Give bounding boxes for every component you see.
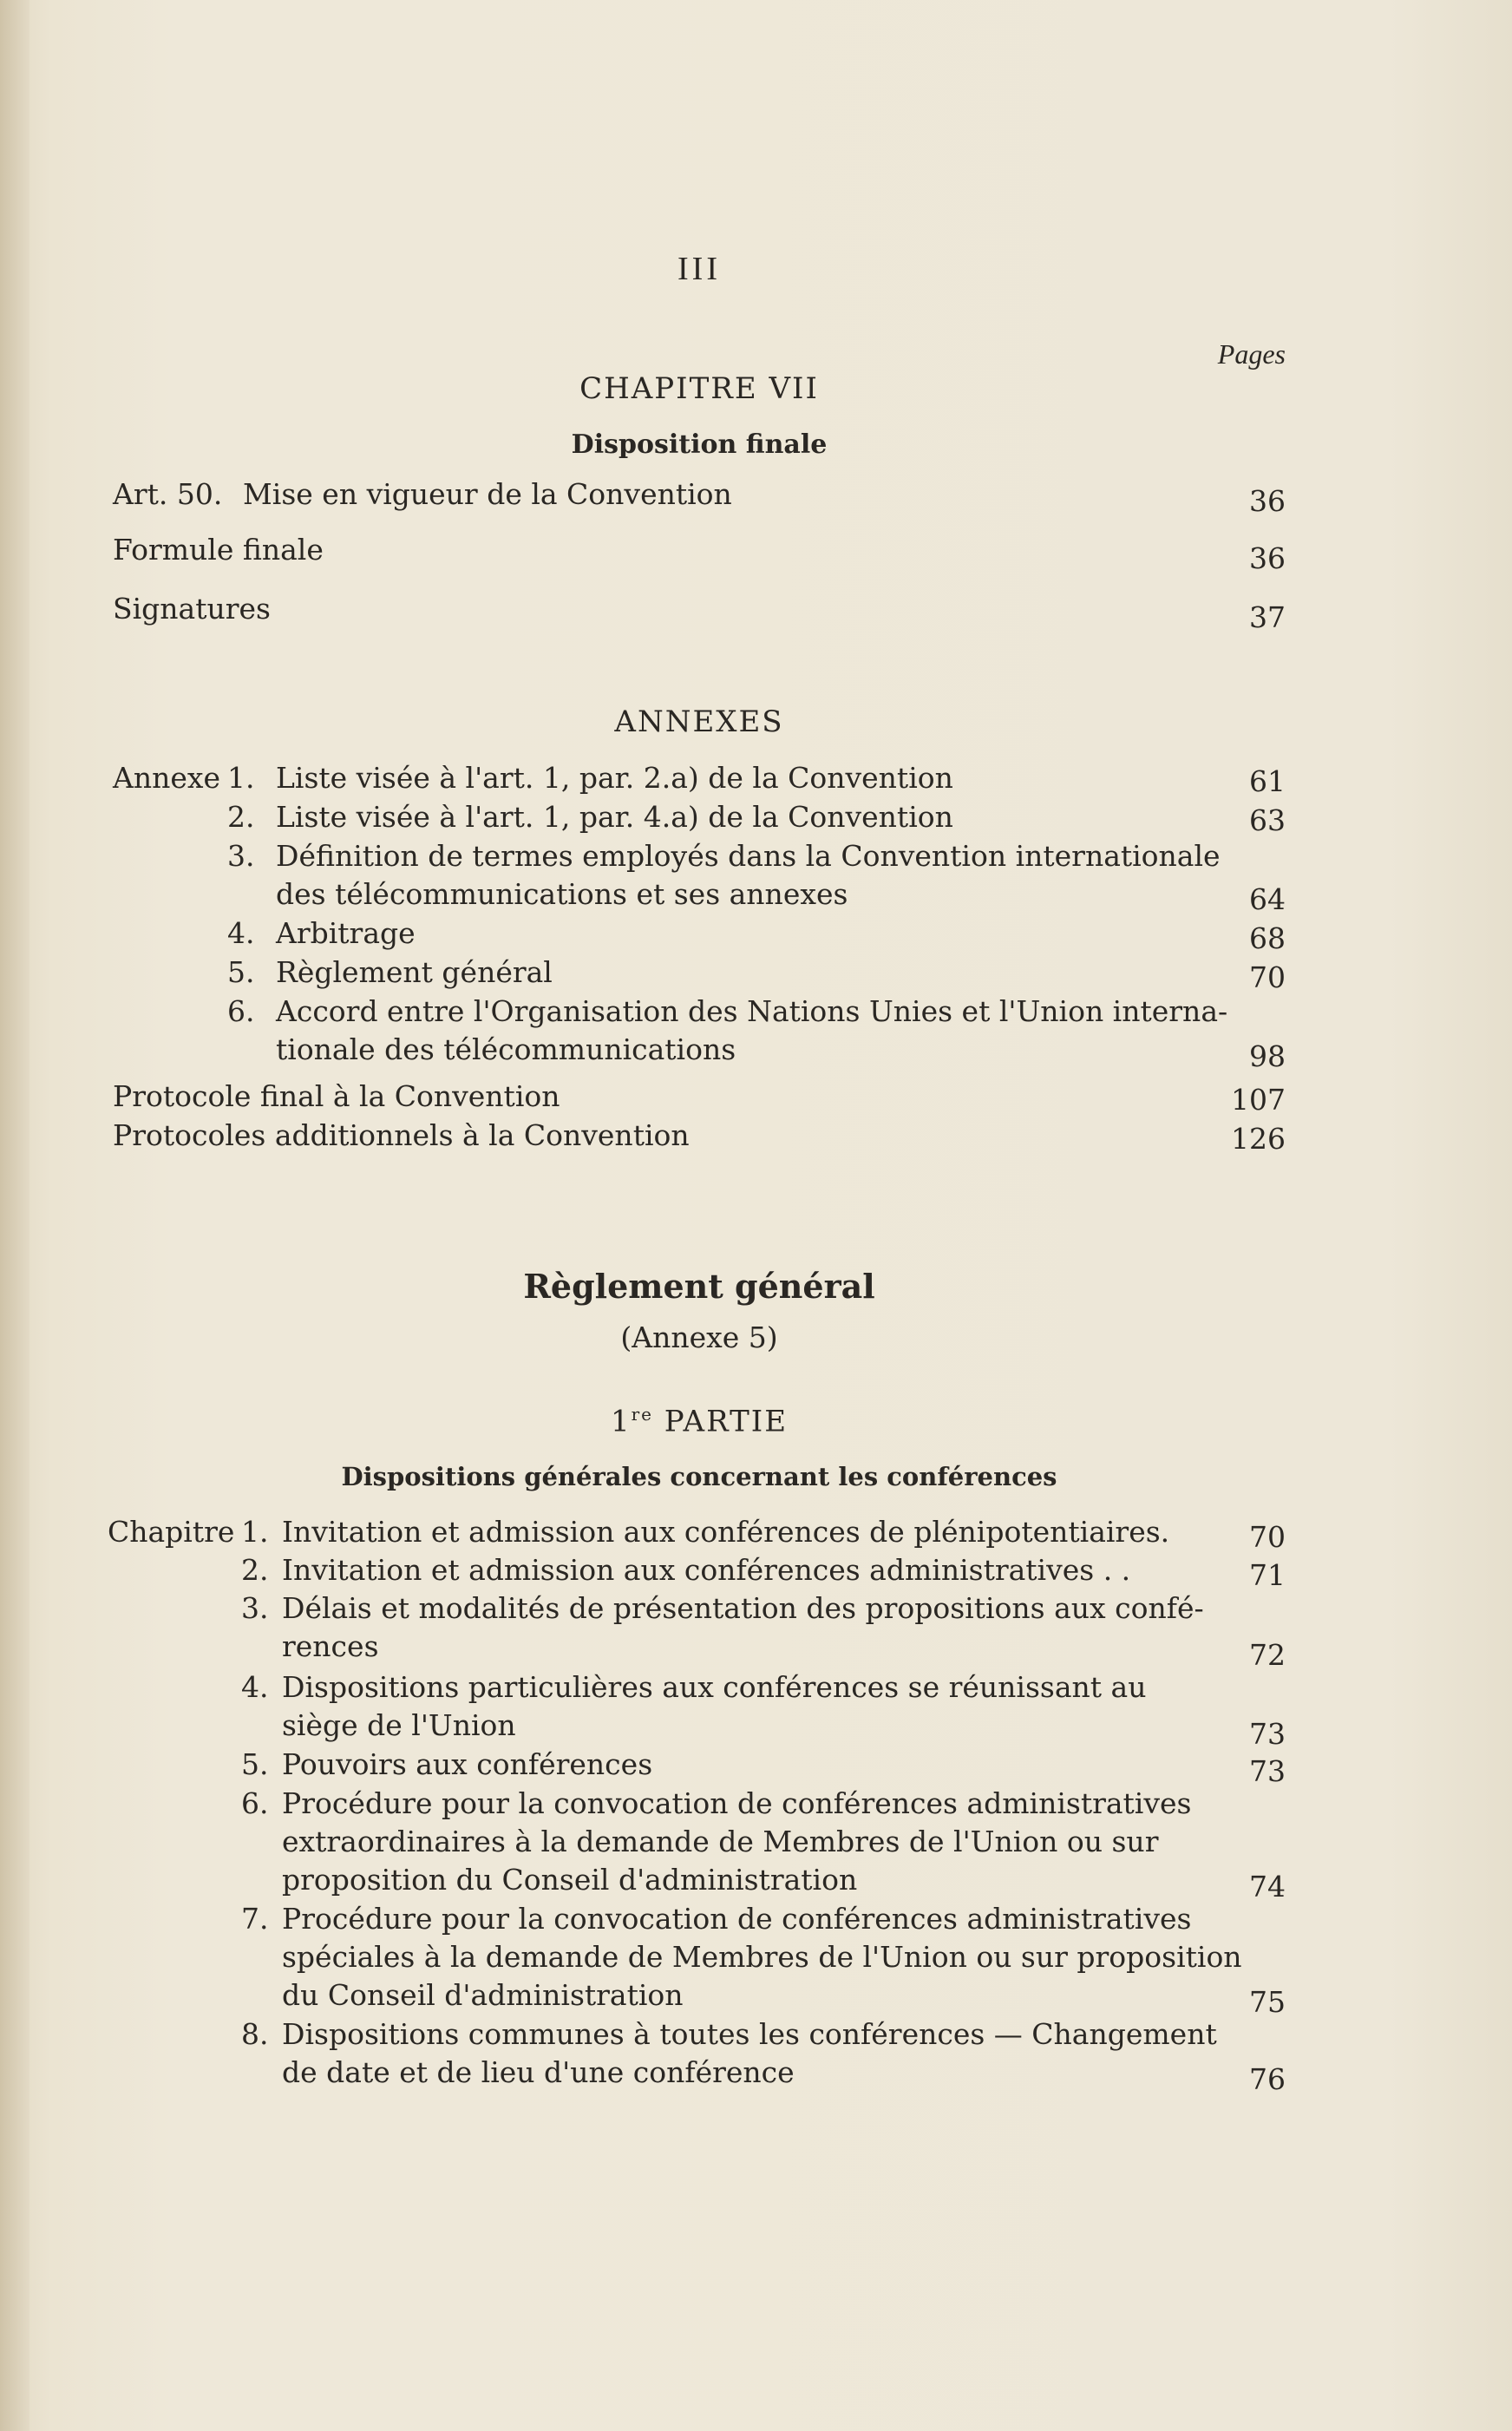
entry-page: 107 bbox=[1231, 1083, 1286, 1117]
dot-leader bbox=[866, 1861, 1199, 1899]
entry-text: du Conseil d'administration bbox=[282, 1978, 684, 2012]
entry-number: 4. bbox=[241, 1670, 269, 1704]
entry-text-wrap bbox=[276, 875, 1199, 914]
entry-number: 5. bbox=[227, 955, 255, 989]
entry-page: 64 bbox=[1249, 882, 1286, 916]
entry-text-wrap bbox=[276, 914, 1199, 953]
dot-leader bbox=[803, 2054, 1199, 2092]
entry-text-line: Définition de termes employés dans la Convention internationale bbox=[276, 839, 1221, 873]
entry-text-wrap bbox=[243, 475, 1199, 514]
entry-number: 6. bbox=[241, 1786, 269, 1820]
entry-text: tionale des télécommunications bbox=[276, 1032, 736, 1066]
entry-text: Arbitrage bbox=[276, 916, 416, 950]
entry-text-wrap bbox=[282, 1513, 1225, 1551]
entry-page: 70 bbox=[1249, 960, 1286, 994]
entry-number: 4. bbox=[227, 916, 255, 950]
entry-page: 73 bbox=[1249, 1717, 1286, 1751]
entry-page: 74 bbox=[1249, 1870, 1286, 1904]
dot-leader bbox=[525, 1707, 1199, 1745]
entry-prefix: Chapitre bbox=[108, 1515, 235, 1549]
entry-page: 36 bbox=[1249, 484, 1286, 518]
entry-number: 8. bbox=[241, 2017, 269, 2051]
entry-text-wrap bbox=[276, 1031, 1199, 1069]
entry-number: 7. bbox=[241, 1902, 269, 1936]
pages-column-label: Pages bbox=[1217, 338, 1286, 370]
reglement-title: Règlement général bbox=[523, 1267, 875, 1306]
entry-text-wrap bbox=[282, 1976, 1199, 2015]
entry-text: Invitation et admission aux conférences administratives . . bbox=[282, 1553, 1131, 1587]
entry-text: de date et de lieu d'une conférence bbox=[282, 2055, 795, 2089]
part-title bbox=[113, 1404, 1286, 1438]
entry-text-line: Délais et modalités de présentation des propositions aux confé- bbox=[282, 1591, 1204, 1625]
entry-text-wrap bbox=[113, 1078, 1199, 1116]
dot-leader bbox=[561, 953, 1199, 992]
dot-leader bbox=[856, 875, 1199, 914]
entry-number: 2. bbox=[241, 1553, 269, 1587]
entry-text: Mise en vigueur de la Convention bbox=[243, 477, 732, 511]
dot-leader bbox=[424, 914, 1199, 953]
entry-text: Pouvoirs aux conférences bbox=[282, 1747, 653, 1781]
page-folio: III bbox=[677, 251, 721, 287]
entry-page: 37 bbox=[1249, 600, 1286, 634]
part-subtitle: Dispositions générales concernant les conférences bbox=[341, 1462, 1057, 1491]
reglement-subtitle: (Annexe 5) bbox=[620, 1320, 778, 1354]
dot-leader bbox=[661, 1746, 1199, 1784]
entry-text-wrap bbox=[276, 953, 1199, 992]
part-number: 1 bbox=[610, 1404, 632, 1439]
entry-number: 2. bbox=[227, 800, 255, 834]
entry-text-wrap bbox=[276, 798, 1199, 836]
entry-text-line: Dispositions particulières aux conférences se réunissant au bbox=[282, 1670, 1147, 1704]
dot-leader bbox=[744, 1031, 1199, 1069]
entry-page: 98 bbox=[1249, 1039, 1286, 1073]
entry-text-wrap bbox=[113, 1117, 1199, 1155]
chapter-title: CHAPITRE VII bbox=[579, 371, 819, 406]
entry-page: 76 bbox=[1249, 2062, 1286, 2096]
dot-leader bbox=[962, 798, 1199, 836]
dot-leader bbox=[692, 1976, 1199, 2015]
entry-page: 61 bbox=[1249, 764, 1286, 798]
entry-text-wrap bbox=[282, 2054, 1199, 2092]
dot-leader bbox=[388, 1628, 1199, 1666]
entry-number: 3. bbox=[241, 1591, 269, 1625]
entry-text: des télécommunications et ses annexes bbox=[276, 877, 848, 911]
entry-text: Invitation et admission aux conférences de plénipotentiaires. bbox=[282, 1515, 1170, 1549]
entry-text: Protocole final à la Convention bbox=[113, 1079, 560, 1113]
entry-page: 75 bbox=[1249, 1985, 1286, 2019]
entry-prefix: Art. 50. bbox=[113, 477, 223, 511]
dot-leader bbox=[741, 475, 1199, 514]
part-label: PARTIE bbox=[664, 1404, 789, 1439]
entry-prefix: Annexe bbox=[113, 761, 221, 795]
entry-text-line: Procédure pour la convocation de conférences administratives bbox=[282, 1786, 1192, 1820]
entry-text: Protocoles additionnels à la Convention bbox=[113, 1118, 690, 1152]
entry-text-line: Procédure pour la convocation de conférences administratives bbox=[282, 1902, 1192, 1936]
entry-text-wrap bbox=[282, 1551, 1199, 1589]
entry-text-line: spéciales à la demande de Membres de l'Union ou sur proposition bbox=[282, 1940, 1242, 1974]
entry-page: 73 bbox=[1249, 1754, 1286, 1788]
entry-page: 72 bbox=[1249, 1638, 1286, 1672]
entry-number: 6. bbox=[227, 994, 255, 1028]
entry-text-line: Dispositions communes à toutes les conférences — Changement bbox=[282, 2017, 1217, 2051]
entry-text: rences bbox=[282, 1629, 379, 1663]
entry-text: proposition du Conseil d'administration bbox=[282, 1863, 858, 1897]
entry-number: 5. bbox=[241, 1747, 269, 1781]
entry-text: Liste visée à l'art. 1, par. 2.a) de la Convention bbox=[276, 761, 953, 795]
dot-leader bbox=[698, 1117, 1199, 1155]
entry-text-wrap bbox=[282, 1861, 1199, 1899]
entry-text: Liste visée à l'art. 1, par. 4.a) de la Convention bbox=[276, 800, 953, 834]
entry-number: 1. bbox=[227, 761, 255, 795]
entry-number: 3. bbox=[227, 839, 255, 873]
dot-leader bbox=[569, 1078, 1200, 1116]
entry-text-wrap bbox=[113, 590, 1199, 628]
dot-leader bbox=[279, 590, 1199, 628]
chapter-subtitle: Disposition finale bbox=[571, 429, 828, 460]
entry-page: 126 bbox=[1231, 1122, 1286, 1156]
dot-leader bbox=[962, 759, 1199, 797]
book-gutter bbox=[0, 0, 29, 2431]
entry-text: Règlement général bbox=[276, 955, 553, 989]
entry-text: Formule finale bbox=[113, 533, 324, 567]
entry-page: 68 bbox=[1249, 921, 1286, 955]
entry-text-wrap bbox=[282, 1746, 1199, 1784]
entry-text-wrap bbox=[282, 1707, 1199, 1745]
entry-page: 36 bbox=[1249, 541, 1286, 575]
part-superscript: re bbox=[631, 1404, 653, 1425]
entry-text-line: extraordinaires à la demande de Membres de l'Union ou sur bbox=[282, 1825, 1159, 1858]
entry-number: 1. bbox=[241, 1515, 269, 1549]
entry-text: Signatures bbox=[113, 592, 271, 626]
entry-page: 70 bbox=[1249, 1520, 1286, 1554]
entry-text-wrap bbox=[113, 531, 1199, 569]
entry-page: 71 bbox=[1249, 1558, 1286, 1592]
entry-text-line: Accord entre l'Organisation des Nations Unies et l'Union interna- bbox=[276, 994, 1228, 1028]
entry-page: 63 bbox=[1249, 803, 1286, 837]
entry-text-wrap bbox=[276, 759, 1199, 797]
annexes-title: ANNEXES bbox=[614, 704, 784, 739]
entry-text-wrap bbox=[282, 1628, 1199, 1666]
dot-leader bbox=[332, 531, 1199, 569]
entry-text: siège de l'Union bbox=[282, 1708, 516, 1742]
